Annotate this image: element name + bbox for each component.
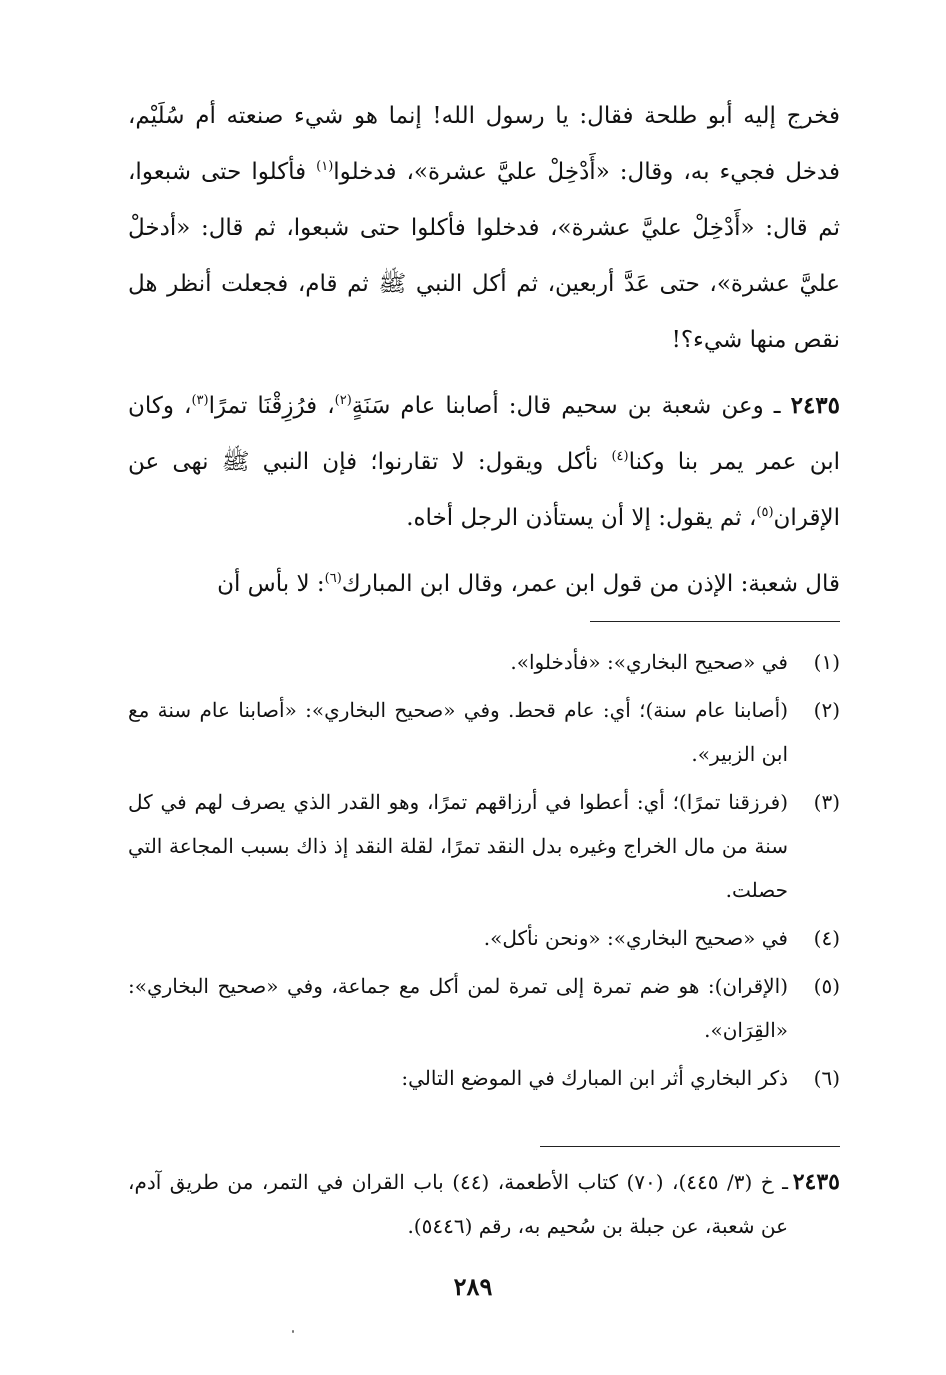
paragraph-3 [128,556,840,612]
footnote-text: (فرزقنا تمرًا)؛ أي: أعطوا في أرزاقهم تمرًا، وهو القدر الذي يصرف لهم في كل سنة من مال الخراج وغيره بدل النقد تمرًا، لقلة النقد إذ ذاك بسبب المجاعة التي حصلت. [128,790,788,902]
paragraph-2-text-b: ، فرُزِقْنَا تمرًا [208,393,335,419]
footnote-text: (الإقران): هو ضم تمرة إلى تمرة لمن أكل مع جماعة، وفي «صحيح البخاري»: «القِرَان». [128,974,788,1042]
scan-speck [292,1330,294,1333]
footnote [128,916,840,960]
footnote [128,640,840,684]
footnote-number: (٢) [813,698,840,722]
paragraph-1-text-a: فخرج إليه أبو طلحة فقال: يا رسول الله! إنما هو شيء صنعته أم سُلَيْم، فدخل فجيء به، وقال: «أَدْخِلْ عليَّ عشرة»، فدخلوا [128,103,840,185]
paragraph-2-text-e: ، ثم يقول: إلا أن يستأذن الرجل أخاه. [406,505,757,531]
paragraph-1-text-b: فأكلوا حتى شبعوا، ثم قال: «أَدْخِلْ عليَّ عشرة»، فدخلوا فأكلوا حتى شبعوا، ثم قال: «أدخلْ عليَّ عشرة»، حتى عَدَّ أربعين، ثم أكل النبي ﷺ ثم قام، فجعلت أنظر هل نقص منها شيء؟! [128,159,840,353]
main-text [128,88,840,612]
footnote [128,688,840,776]
footnotes [128,640,840,1104]
footnote-text: (أصابنا عام سنة)؛ أي: عام قحط. وفي «صحيح البخاري»: «أصابنا عام سنة مع ابن الزبير». [128,698,788,766]
footnote-text: في «صحيح البخاري»: «فأدخلوا». [510,650,788,674]
footnote-text: في «صحيح البخاري»: «ونحن نأكل». [483,926,788,950]
paragraph-1 [128,88,840,368]
footnote [128,1056,840,1100]
source-references [128,1160,840,1248]
footnote-number: (٤) [813,926,840,950]
paragraph-2-text-c: ، وكان ابن عمر يمر بنا وكنا [128,393,840,475]
footnote-ref-4: (٤) [611,449,629,464]
footnote-ref-6: (٦) [324,571,342,586]
footnote [128,780,840,912]
footnote-number: (٥) [813,974,840,998]
footnotes-divider [590,621,840,622]
source-hadith-number: ٢٤٣٥ [792,1169,840,1195]
paragraph-2-text-a: ـ وعن شعبة بن سحيم قال: أصابنا عام سَنَةٍ [351,393,791,419]
footnote-number: (١) [813,650,840,674]
footnote-text: ذكر البخاري أثر ابن المبارك في الموضع التالي: [401,1066,788,1090]
source-entry [128,1160,840,1248]
source-text: ـ خ (٣/ ٤٤٥)، (٧٠) كتاب الأطعمة، (٤٤) باب القران في التمر، من طريق آدم، عن شعبة، عن جبلة بن سُحيم به، رقم (٥٤٤٦). [128,1170,788,1238]
paragraph-hadith-2435 [128,378,840,546]
footnote-ref-1: (١) [316,159,334,174]
page-number: ٢٨٩ [453,1272,493,1301]
footnote-number: (٣) [813,790,840,814]
footnote [128,964,840,1052]
footnote-ref-2: (٢) [334,393,352,408]
paragraph-3-text-a: قال شعبة: الإذن من قول ابن عمر، وقال ابن المبارك [341,571,840,597]
footnote-ref-5: (٥) [756,505,774,520]
hadith-number: ٢٤٣٥ [790,392,841,419]
footnote-number: (٦) [813,1066,840,1090]
paragraph-3-text-b: : لا بأس أن [217,571,325,597]
sources-divider [540,1146,840,1147]
footnote-ref-3: (٣) [191,393,209,408]
paragraph-2-text-d: نأكل ويقول: لا تقارنوا؛ فإن النبي ﷺ نهى عن الإقران [128,449,840,531]
